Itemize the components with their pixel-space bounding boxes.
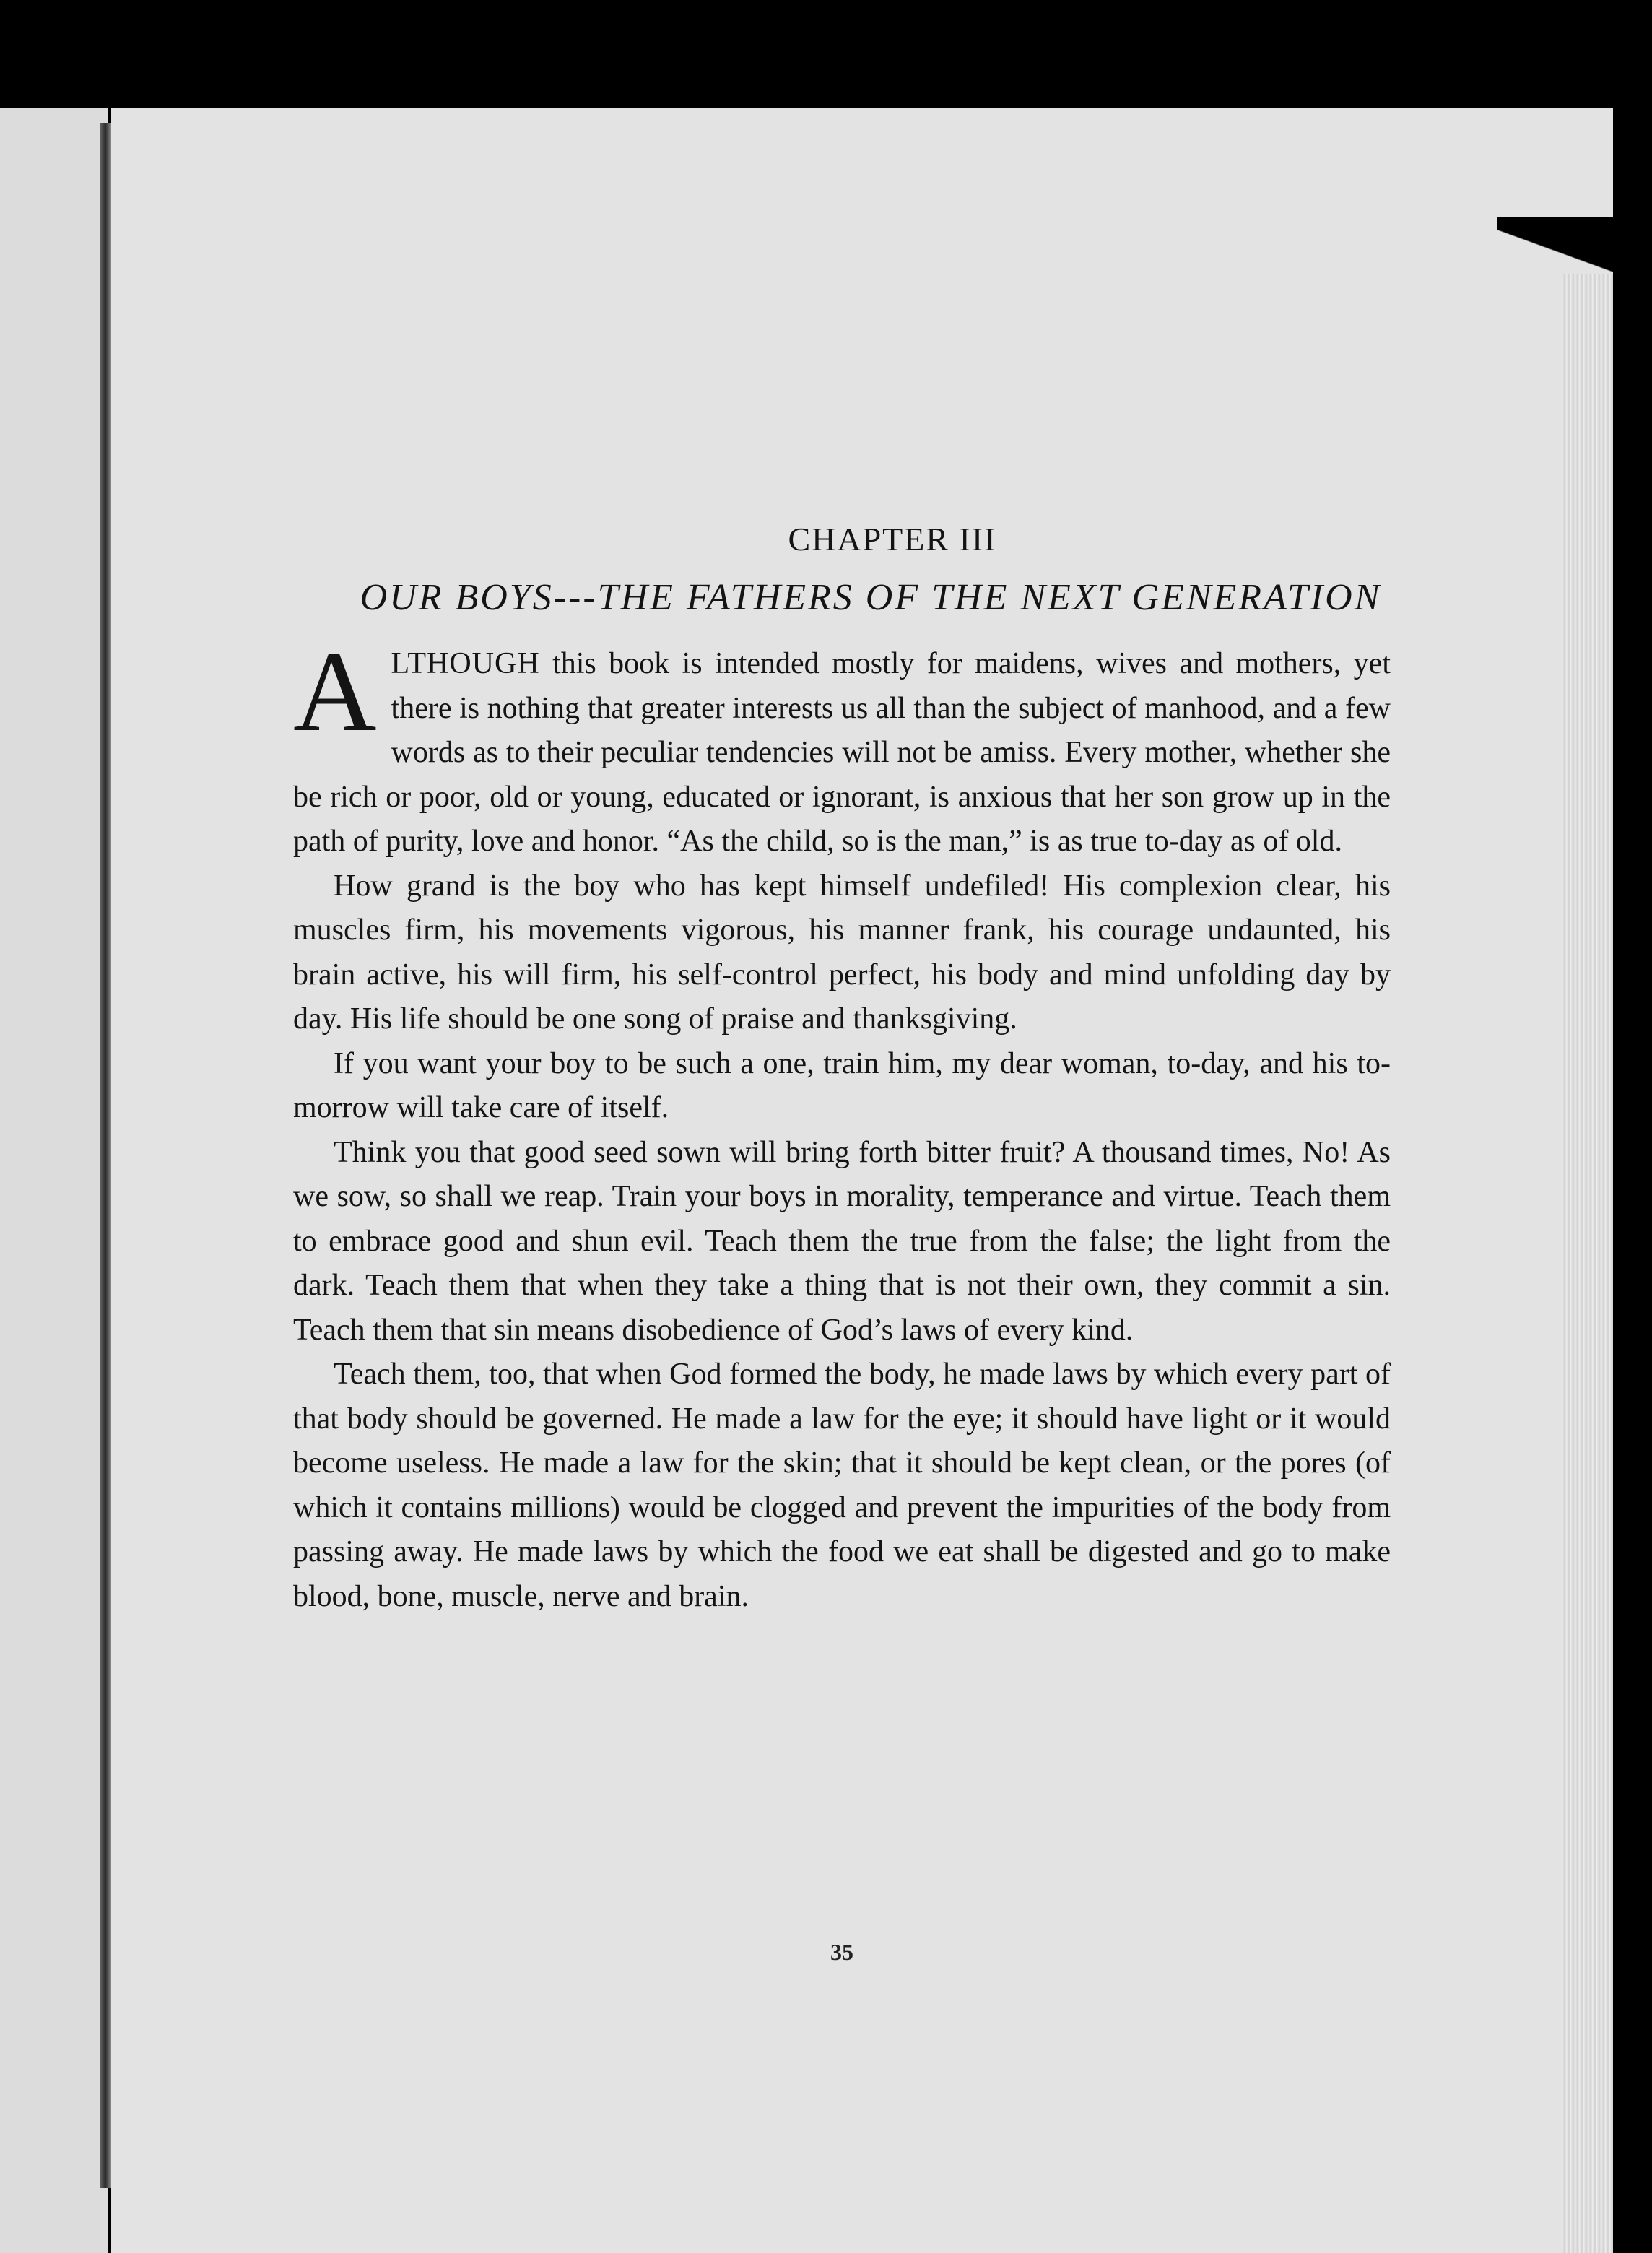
chapter-label: CHAPTER III xyxy=(788,521,997,557)
left-page-edge xyxy=(0,108,108,2253)
chapter-title: OUR BOYS---THE FATHERS OF THE NEXT GENERATION xyxy=(360,577,1382,618)
page-number: 35 xyxy=(830,1939,853,1965)
paragraph-3: If you want your boy to be such a one, train him, my dear woman, to-day, and his to-morrow will take care of itself. xyxy=(293,1046,1391,1124)
lead-word: LTHOUGH xyxy=(391,647,540,680)
paragraph-1 xyxy=(293,627,1391,864)
corner-shadow xyxy=(1497,217,1613,296)
paragraph-2: How grand is the boy who has kept himself undefiled! His complexion clear, his muscles firm, his movements vigorous, his manner frank, his courage undaunted, his brain active, his will firm, his self-control perfect, his body and mind unfolding day by day. His life should be one song of praise and thanksgiving. xyxy=(293,869,1391,1036)
paragraph-4: Think you that good seed sown will bring forth bitter fruit? A thousand times, No! As we sow, so shall we reap. Train your boys in morality, temperance and virtue. Teach them to embrace good and shun evil. Teach them the true from the false; the light from the dark. Teach them that when they take a thing that is not their own, they commit a sin. Teach them that sin means disobedience of God’s laws of every kind. xyxy=(293,1135,1391,1347)
paragraph-1-text: this book is intended mostly for maidens, wives and mothers, yet there is nothing that greater interests us all than the subject of manhood, and a few words as to their peculiar tendencies will not be amiss. Every mother, whether she be rich or poor, old or young, educated or ignorant, is anxious that her son grow up in the path of purity, love and honor. “As the child, so is the man,” is as true to-day as of old. xyxy=(293,647,1391,858)
book-gutter xyxy=(100,123,111,2188)
paragraph-5: Teach them, too, that when God formed the body, he made laws by which every part of that body should be governed. He made a law for the eye; it should have light or it would become useless. He made a law for the skin; that it should be kept clean, or the pores (of which it contains millions) would be clogged and prevent the impurities of the body from passing away. He made laws by which the food we eat shall be digested and go to make blood, bone, muscle, nerve and brain. xyxy=(293,1358,1391,1613)
drop-cap-letter: A xyxy=(293,627,377,755)
page-stack-edge xyxy=(1562,274,1613,2253)
page-text-block xyxy=(293,520,1391,1965)
